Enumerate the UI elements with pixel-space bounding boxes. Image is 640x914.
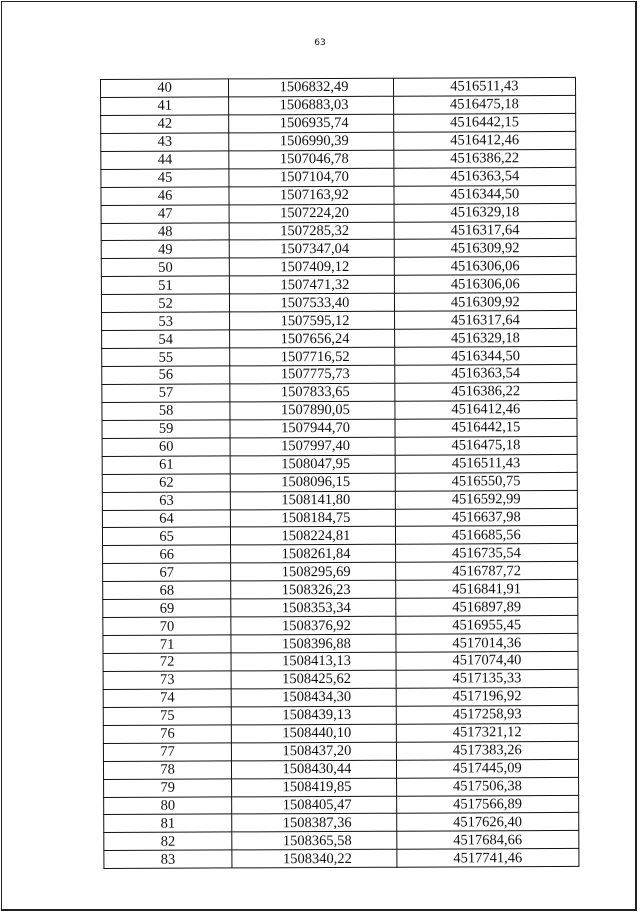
table-row (103, 616, 578, 636)
table-row (102, 436, 577, 456)
table-row (101, 293, 576, 313)
y-coordinate-cell: 4516386,22 (393, 149, 575, 168)
x-coordinate-cell: 1507716,52 (230, 347, 394, 366)
x-coordinate-cell: 1508430,44 (232, 760, 396, 779)
point-number-cell: 60 (102, 438, 230, 456)
x-coordinate-cell: 1507775,73 (230, 365, 394, 384)
point-number-cell: 69 (103, 599, 231, 617)
table-row (104, 831, 579, 851)
table-row (103, 562, 578, 582)
point-number-cell: 50 (101, 258, 229, 276)
y-coordinate-cell: 4516309,92 (394, 239, 576, 258)
table-row (101, 167, 576, 187)
point-number-cell: 67 (103, 563, 231, 581)
y-coordinate-cell: 4516317,64 (394, 311, 576, 330)
point-number-cell: 65 (102, 527, 230, 545)
point-number-cell: 47 (101, 204, 229, 222)
point-number-cell: 58 (102, 402, 230, 420)
point-number-cell: 79 (104, 778, 232, 796)
point-number-cell: 72 (103, 653, 231, 671)
x-coordinate-cell: 1508096,15 (230, 473, 394, 492)
x-coordinate-cell: 1507163,92 (229, 186, 393, 205)
point-number-cell: 53 (102, 312, 230, 330)
table-row (101, 275, 576, 295)
y-coordinate-cell: 4517074,40 (396, 651, 578, 670)
y-coordinate-cell: 4516442,15 (393, 113, 575, 132)
table-row (101, 239, 576, 259)
point-number-cell: 54 (102, 330, 230, 348)
point-number-cell: 78 (103, 761, 231, 779)
table-row (102, 418, 577, 438)
point-number-cell: 43 (101, 133, 229, 151)
point-number-cell: 83 (104, 850, 232, 868)
y-coordinate-cell: 4517196,92 (396, 687, 578, 706)
table-row (103, 633, 578, 653)
point-number-cell: 68 (103, 581, 231, 599)
x-coordinate-cell: 1507997,40 (230, 437, 394, 456)
y-coordinate-cell: 4517014,36 (396, 633, 578, 652)
y-coordinate-cell: 4516511,43 (395, 454, 577, 473)
y-coordinate-cell: 4516475,18 (395, 436, 577, 455)
table-row (103, 544, 578, 564)
y-coordinate-cell: 4517383,26 (396, 741, 578, 760)
x-coordinate-cell: 1508353,34 (231, 598, 395, 617)
x-coordinate-cell: 1508224,81 (231, 527, 395, 546)
table-row (104, 849, 579, 869)
x-coordinate-cell: 1508387,36 (232, 814, 396, 833)
point-number-cell: 71 (103, 635, 231, 653)
x-coordinate-cell: 1508261,84 (231, 545, 395, 564)
x-coordinate-cell: 1507533,40 (230, 293, 394, 312)
x-coordinate-cell: 1508295,69 (231, 563, 395, 582)
table-row (101, 203, 576, 223)
y-coordinate-cell: 4517321,12 (396, 723, 578, 742)
x-coordinate-cell: 1507104,70 (229, 168, 393, 187)
y-coordinate-cell: 4516329,18 (394, 329, 576, 348)
point-number-cell: 61 (102, 456, 230, 474)
y-coordinate-cell: 4516897,89 (395, 598, 577, 617)
x-coordinate-cell: 1506990,39 (229, 132, 393, 151)
table-row (102, 490, 577, 510)
table-row (101, 221, 576, 241)
y-coordinate-cell: 4516685,56 (395, 526, 577, 545)
point-number-cell: 64 (102, 509, 230, 527)
table-row (103, 598, 578, 618)
point-number-cell: 74 (103, 689, 231, 707)
y-coordinate-cell: 4516442,15 (395, 418, 577, 437)
x-coordinate-cell: 1508396,88 (231, 634, 395, 653)
x-coordinate-cell: 1508440,10 (232, 724, 396, 743)
x-coordinate-cell: 1507944,70 (230, 419, 394, 438)
y-coordinate-cell: 4516841,91 (395, 580, 577, 599)
table-row (102, 400, 577, 420)
x-coordinate-cell: 1506832,49 (229, 78, 393, 97)
table-row (104, 813, 579, 833)
x-coordinate-cell: 1507833,65 (230, 383, 394, 402)
y-coordinate-cell: 4517566,89 (396, 795, 578, 814)
x-coordinate-cell: 1508425,62 (231, 670, 395, 689)
x-coordinate-cell: 1507890,05 (230, 401, 394, 420)
point-number-cell: 59 (102, 420, 230, 438)
x-coordinate-cell: 1508326,23 (231, 580, 395, 599)
y-coordinate-cell: 4516735,54 (395, 544, 577, 563)
x-coordinate-cell: 1506883,03 (229, 96, 393, 115)
x-coordinate-cell: 1508141,80 (231, 491, 395, 510)
y-coordinate-cell: 4516637,98 (395, 508, 577, 527)
table-row (101, 131, 576, 151)
x-coordinate-cell: 1508365,58 (232, 832, 396, 851)
point-number-cell: 76 (103, 725, 231, 743)
table-row (102, 329, 577, 349)
point-number-cell: 46 (101, 187, 229, 205)
table-row (103, 759, 578, 779)
y-coordinate-cell: 4516550,75 (395, 472, 577, 491)
x-coordinate-cell: 1508434,30 (231, 688, 395, 707)
y-coordinate-cell: 4516412,46 (395, 400, 577, 419)
point-number-cell: 63 (102, 491, 230, 509)
table-row (102, 311, 577, 331)
table-row (101, 257, 576, 277)
table-row (101, 77, 576, 97)
y-coordinate-cell: 4517445,09 (396, 759, 578, 778)
table-row (101, 149, 576, 169)
table-row (104, 795, 579, 815)
point-number-cell: 77 (103, 743, 231, 761)
table-row (103, 723, 578, 743)
x-coordinate-cell: 1508376,92 (231, 616, 395, 635)
coordinates-table-body (101, 77, 579, 868)
y-coordinate-cell: 4516363,54 (394, 167, 576, 186)
point-number-cell: 80 (104, 796, 232, 814)
y-coordinate-cell: 4516363,54 (394, 364, 576, 383)
table-row (102, 526, 577, 546)
point-number-cell: 52 (101, 294, 229, 312)
table-row (103, 741, 578, 761)
table-row (102, 454, 577, 474)
y-coordinate-cell: 4516787,72 (395, 562, 577, 581)
table-row (103, 651, 578, 671)
x-coordinate-cell: 1507224,20 (229, 204, 393, 223)
point-number-cell: 40 (101, 79, 229, 97)
table-row (101, 95, 576, 115)
y-coordinate-cell: 4516344,50 (394, 346, 576, 365)
y-coordinate-cell: 4516955,45 (396, 616, 578, 635)
x-coordinate-cell: 1507471,32 (230, 276, 394, 295)
point-number-cell: 70 (103, 617, 231, 635)
x-coordinate-cell: 1508340,22 (232, 850, 396, 869)
x-coordinate-cell: 1508184,75 (231, 509, 395, 528)
point-number-cell: 45 (101, 169, 229, 187)
x-coordinate-cell: 1508413,13 (231, 652, 395, 671)
y-coordinate-cell: 4516329,18 (394, 203, 576, 222)
point-number-cell: 51 (101, 276, 229, 294)
y-coordinate-cell: 4517684,66 (396, 831, 578, 850)
point-number-cell: 57 (102, 384, 230, 402)
y-coordinate-cell: 4516306,06 (394, 257, 576, 276)
table-row (101, 185, 576, 205)
x-coordinate-cell: 1507347,04 (229, 240, 393, 259)
table-row (104, 777, 579, 797)
y-coordinate-cell: 4516412,46 (393, 131, 575, 150)
coordinates-table (100, 77, 579, 869)
y-coordinate-cell: 4517626,40 (396, 813, 578, 832)
table-row (101, 113, 576, 133)
point-number-cell: 48 (101, 222, 229, 240)
point-number-cell: 42 (101, 115, 229, 133)
x-coordinate-cell: 1507409,12 (230, 258, 394, 277)
table-row (103, 687, 578, 707)
y-coordinate-cell: 4516386,22 (395, 382, 577, 401)
y-coordinate-cell: 4517135,33 (396, 669, 578, 688)
point-number-cell: 62 (102, 474, 230, 492)
y-coordinate-cell: 4517741,46 (397, 849, 579, 868)
page-number: 63 (314, 38, 326, 48)
point-number-cell: 75 (103, 707, 231, 725)
x-coordinate-cell: 1507656,24 (230, 329, 394, 348)
point-number-cell: 73 (103, 671, 231, 689)
x-coordinate-cell: 1508419,85 (232, 778, 396, 797)
table-row (103, 705, 578, 725)
table-row (102, 382, 577, 402)
y-coordinate-cell: 4516475,18 (393, 95, 575, 114)
point-number-cell: 49 (101, 240, 229, 258)
point-number-cell: 41 (101, 97, 229, 115)
point-number-cell: 82 (104, 832, 232, 850)
table-row (102, 508, 577, 528)
x-coordinate-cell: 1508439,13 (232, 706, 396, 725)
x-coordinate-cell: 1508047,95 (230, 455, 394, 474)
table-row (102, 346, 577, 366)
point-number-cell: 66 (103, 545, 231, 563)
y-coordinate-cell: 4516592,99 (395, 490, 577, 509)
y-coordinate-cell: 4516317,64 (394, 221, 576, 240)
y-coordinate-cell: 4516344,50 (394, 185, 576, 204)
table-row (103, 669, 578, 689)
table-row (102, 364, 577, 384)
y-coordinate-cell: 4516306,06 (394, 275, 576, 294)
x-coordinate-cell: 1507285,32 (229, 222, 393, 241)
x-coordinate-cell: 1508437,20 (232, 742, 396, 761)
y-coordinate-cell: 4516309,92 (394, 293, 576, 312)
x-coordinate-cell: 1507046,78 (229, 150, 393, 169)
y-coordinate-cell: 4516511,43 (393, 77, 575, 96)
x-coordinate-cell: 1507595,12 (230, 311, 394, 330)
x-coordinate-cell: 1508405,47 (232, 796, 396, 815)
point-number-cell: 44 (101, 151, 229, 169)
table-row (103, 580, 578, 600)
y-coordinate-cell: 4517258,93 (396, 705, 578, 724)
x-coordinate-cell: 1506935,74 (229, 114, 393, 133)
y-coordinate-cell: 4517506,38 (396, 777, 578, 796)
point-number-cell: 56 (102, 366, 230, 384)
point-number-cell: 55 (102, 348, 230, 366)
table-row (102, 472, 577, 492)
point-number-cell: 81 (104, 814, 232, 832)
